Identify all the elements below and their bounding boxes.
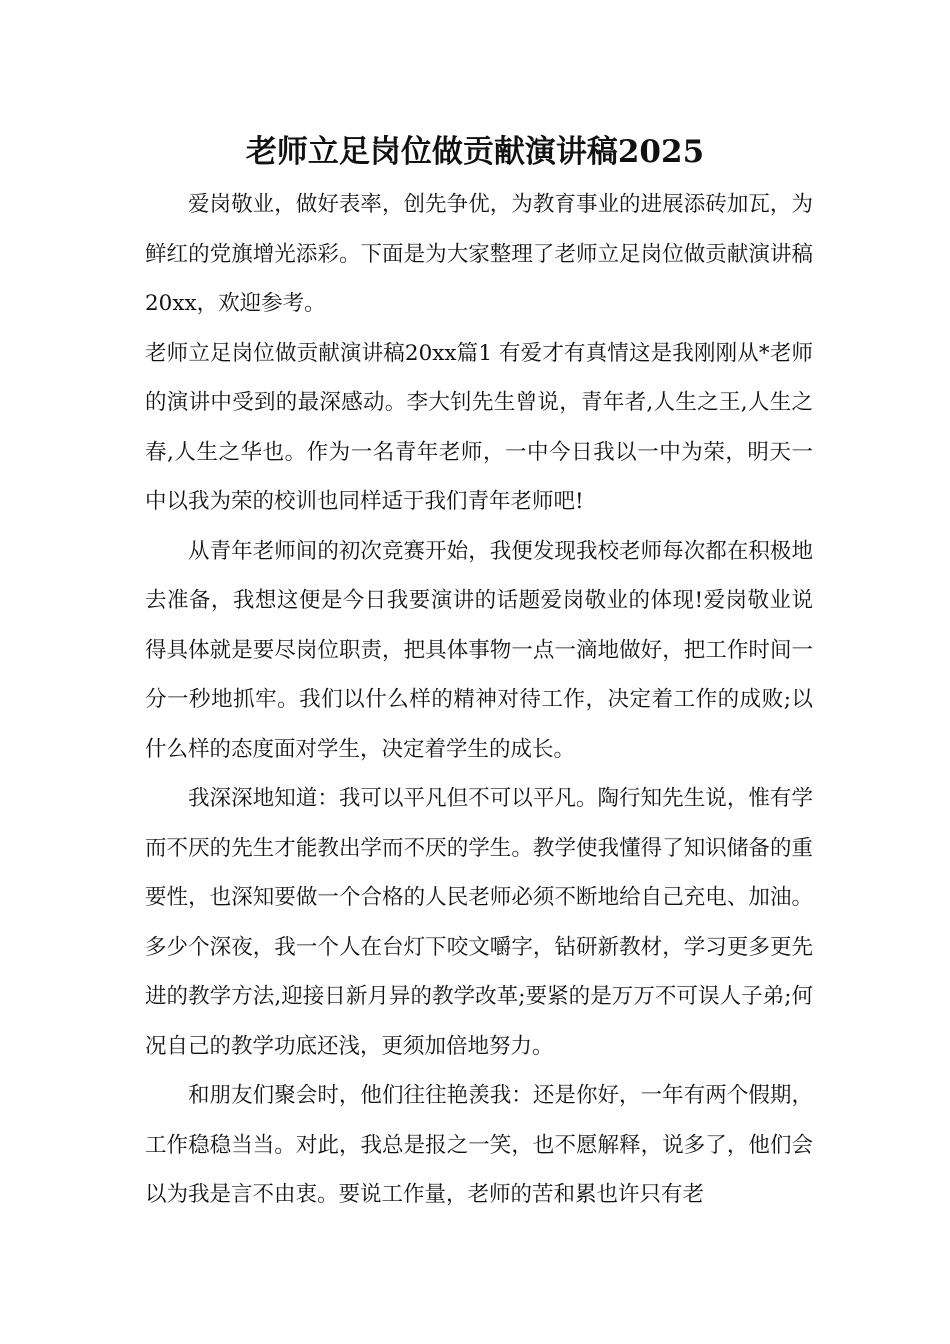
section-heading: 老师立足岗位做贡献演讲稿20xx篇1 — [145, 340, 493, 366]
section-paragraph-1 — [145, 329, 813, 527]
document-title: 老师立足岗位做贡献演讲稿2025 — [245, 134, 705, 170]
body-paragraph: 我深深地知道：我可以平凡但不可以平凡。陶行知先生说，惟有学而不厌的先生才能教出学而不厌的学生。教学使我懂得了知识储备的重要性，也深知要做一个合格的人民老师必须不断地给自己充电、加油。多少个深夜，我一个人在台灯下咬文嚼字，钻研新教材，学习更多更先进的教学方法,迎接日新月异的教学改革;要紧的是万万不可误人子弟;何况自己的教学功底还浅，更须加倍地努力。 — [145, 786, 813, 1059]
document-body — [145, 180, 813, 1220]
section-gap — [492, 341, 499, 366]
body-paragraph: 从青年老师间的初次竞赛开始，我便发现我校老师每次都在积极地去准备，我想这便是今日我要演讲的话题爱岗敬业的体现!爱岗敬业说得具体就是要尽岗位职责，把具体事物一点一滴地做好，把工作时间一分一秒地抓牢。我们以什么样的精神对待工作，决定着工作的成败;以什么样的态度面对学生，决定着学生的成长。 — [145, 538, 813, 762]
body-paragraph: 和朋友们聚会时，他们往往艳羡我：还是你好，一年有两个假期，工作稳稳当当。对此，我总是报之一笑，也不愿解释，说多了，他们会以为我是言不由衷。要说工作量，老师的苦和累也许只有老 — [145, 1083, 813, 1207]
section-first-paragraph: 有爱才有真情这是我刚刚从*老师的演讲中受到的最深感动。李大钊先生曾说，青年者,人生之王,人生之春,人生之华也。作为一名青年老师，一中今日我以一中为荣，明天一中以我为荣的校训也同样适于我们青年老师吧! — [145, 340, 813, 514]
intro-paragraph: 爱岗敬业，做好表率，创先争优，为教育事业的进展添砖加瓦，为鲜红的党旗增光添彩。下面是为大家整理了老师立足岗位做贡献演讲稿20xx，欢迎参考。 — [145, 192, 813, 316]
